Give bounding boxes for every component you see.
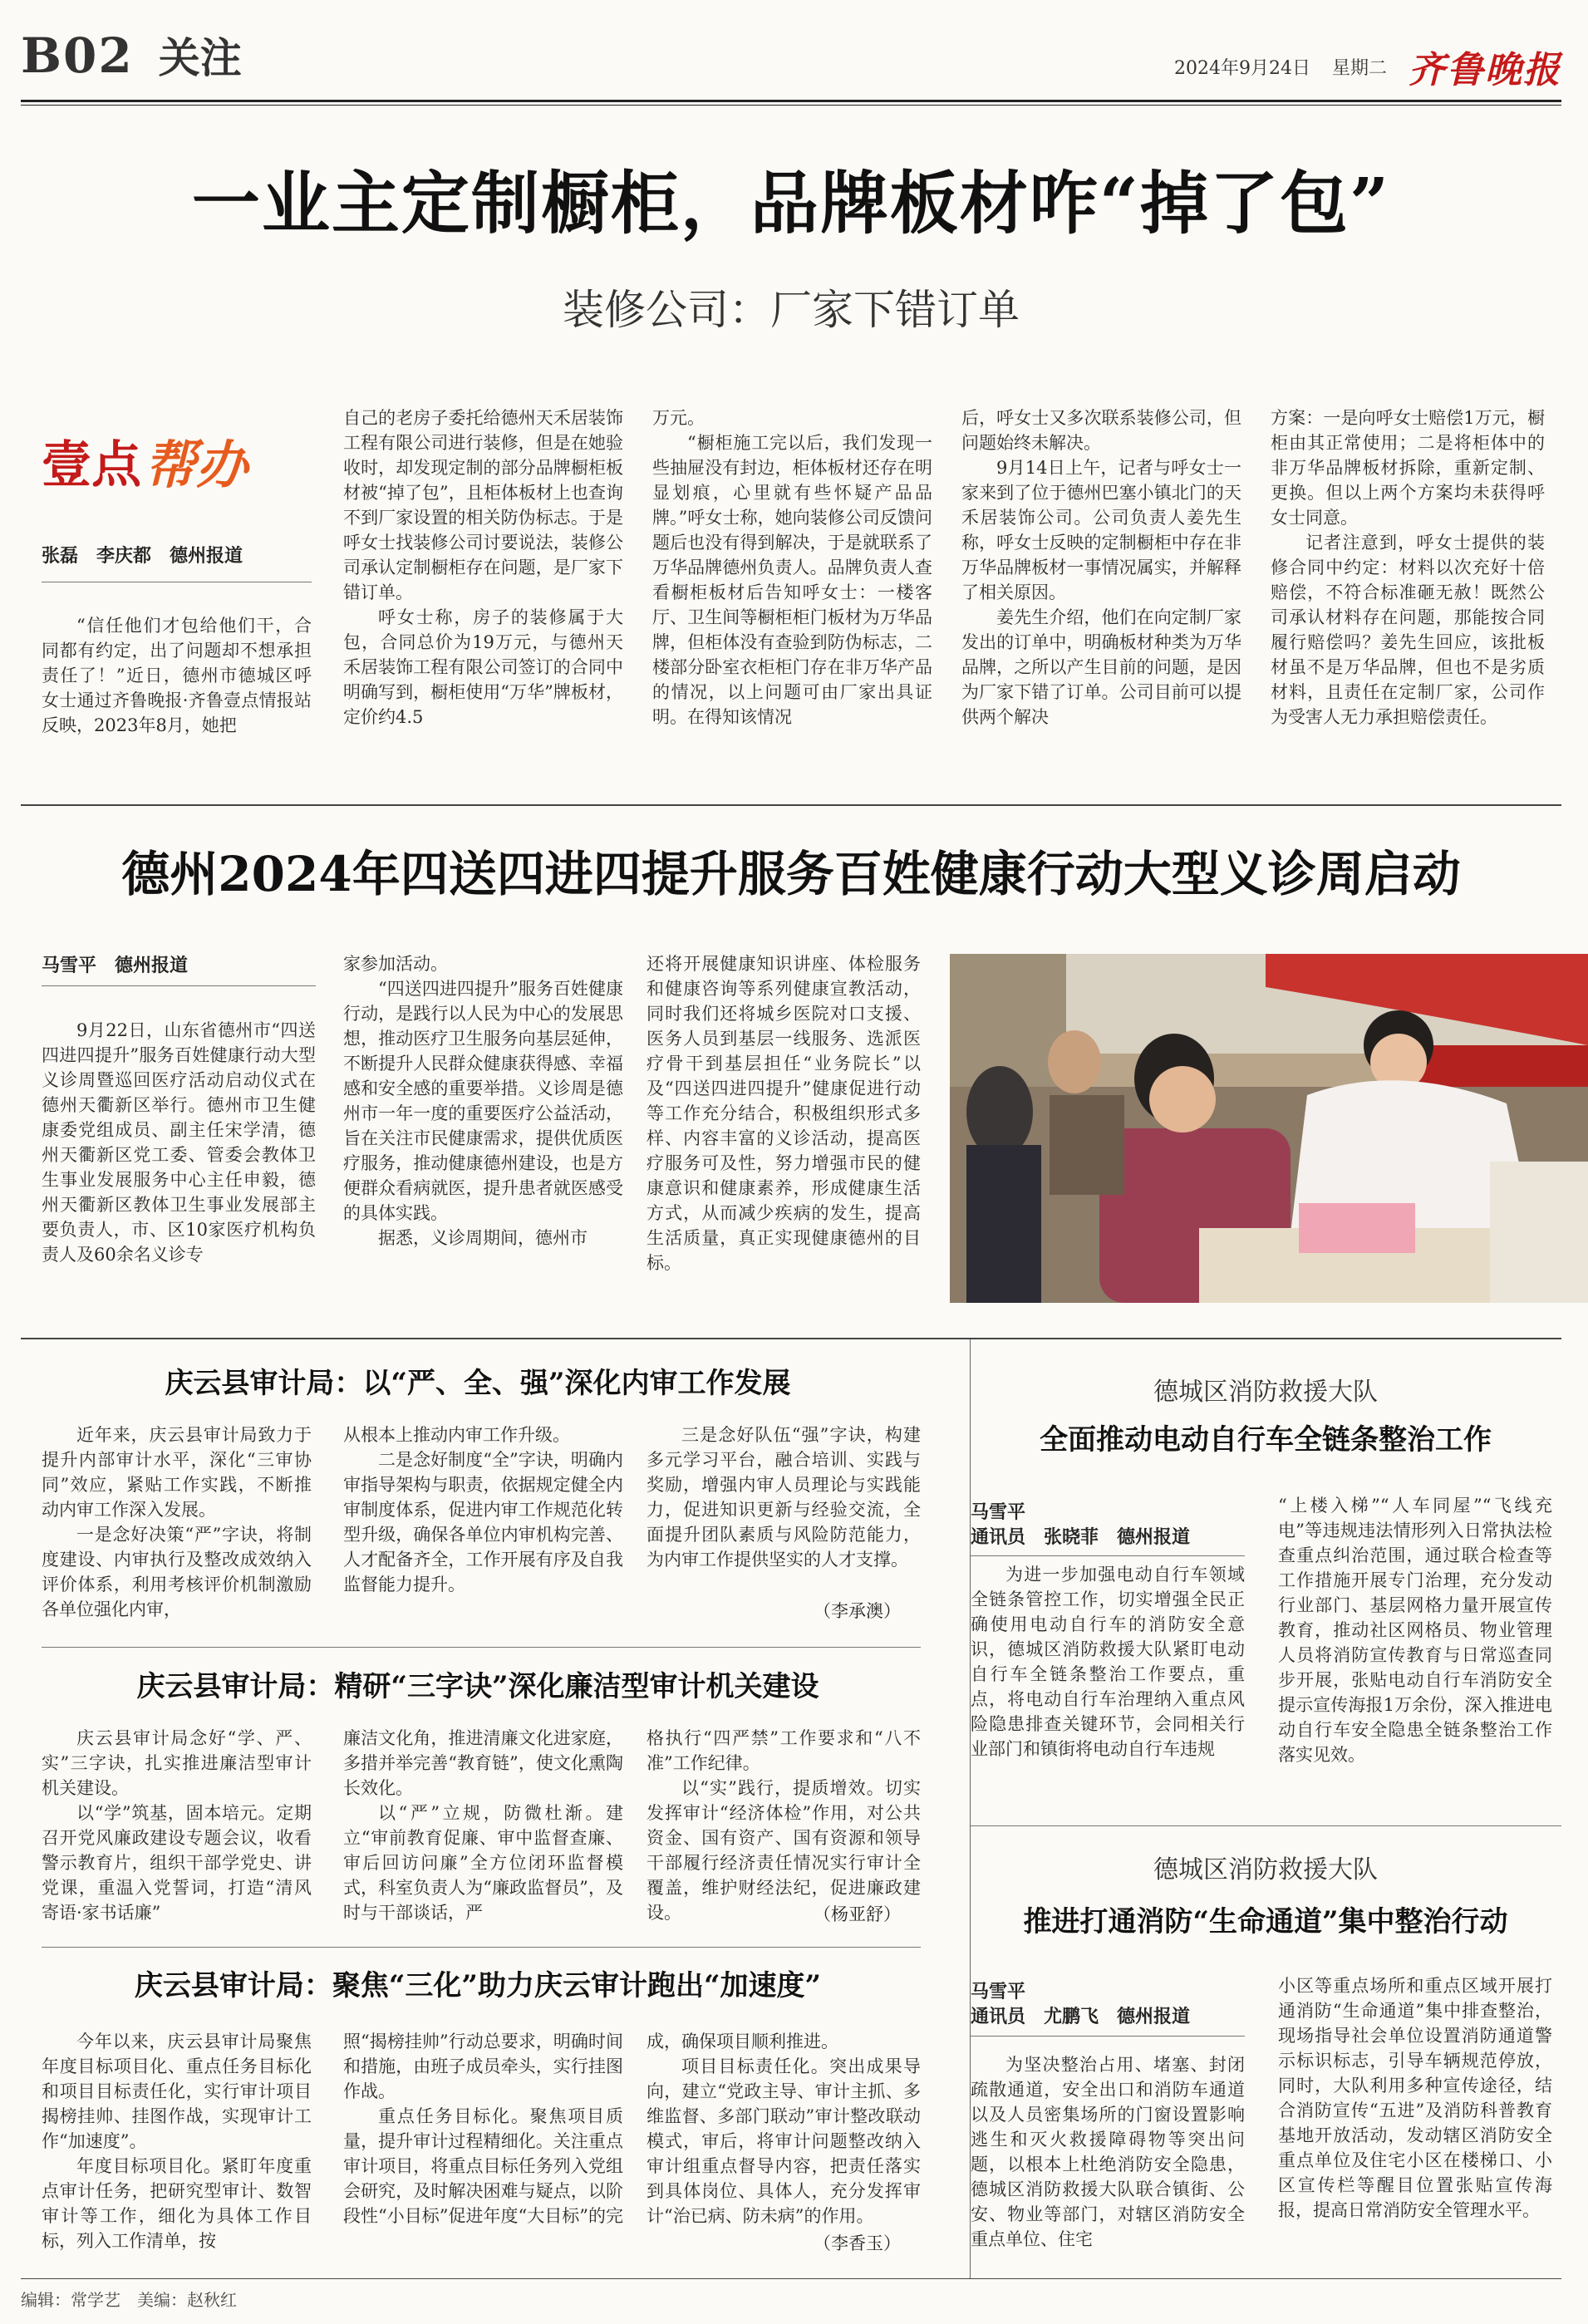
page-number: B02 xyxy=(21,27,134,84)
story2-byline: 马雪平 德州报道 xyxy=(42,955,189,976)
free-clinic-photo xyxy=(950,954,1588,1303)
story2-headline: 德州2024年四送四进四提升服务百姓健康行动大型义诊周启动 xyxy=(121,846,1461,902)
story6-byline-2: 通讯员 张晓菲 德州报道 xyxy=(971,1526,1191,1548)
story3-col2: 从根本上推动内审工作升级。 二是念好制度“全”字诀，明确内审指导架构与职责，依据规定健全内审制度体系，促进内审工作规范化转型升级，确保各单位内审机构完善、人才配备齐全，工作开展有序及自我监督能力提升。 xyxy=(343,1425,623,1594)
newspaper-logo: 齐鲁晚报 xyxy=(1409,49,1561,91)
story1-byline: 张磊 李庆都 德州报道 xyxy=(42,545,243,567)
story5-col2: 照“揭榜挂帅”行动总要求，明确时间和措施，由班子成员牵头，实行挂图作战。 重点任务目标化。聚焦项目质量，提升审计过程精细化。关注重点审计项目，将重点目标任务列入党组会研究，及时解决困难与疑点，以阶段性“小目标”促进年度“大目标”的完 xyxy=(343,2032,623,2226)
story7-byline-2: 通讯员 尤鹏飞 德州报道 xyxy=(971,2006,1191,2027)
story-divider-3 xyxy=(42,1647,921,1648)
story6-col2: “上楼入梯”“人车同屋”“飞线充电”等违规违法情形列入日常执法检查重点纠治范围，通过联合检查等工作措施开展专门治理，充分发动行业部门、基层网格力量开展宣传教育，推动社区网格员、物业管理人员将消防宣传教育与日常巡查同步开展，张贴电动自行车消防安全提示宣传海报1万余份，深入推进电动自行车安全隐患全链条整治工作落实见效。 xyxy=(1278,1496,1552,1765)
header-rule-thin xyxy=(21,105,1561,106)
story6-headline: 全面推动电动自行车全链条整治工作 xyxy=(1040,1423,1492,1457)
story4-headline: 庆云县审计局：精研“三字诀”深化廉洁型审计机关建设 xyxy=(136,1670,819,1703)
story1-headline: 一业主定制橱柜，品牌板材咋“掉了包” xyxy=(191,164,1391,243)
story2-col2: 家参加活动。 “四送四进四提升”服务百姓健康行动，是践行以人民为中心的发展思想，推动医疗卫生服务向基层延伸，不断提升人民群众健康获得感、幸福感和安全感的重要举措。义诊周是德州市一年一度的重要医疗公益活动，旨在关注市民健康需求，提供优质医疗服务，推动健康德州建设，也是方便群众看病就医，提升患者就医感受的具体实践。 据悉，义诊周期间，德州市 xyxy=(343,954,623,1248)
story1-col5: 方案：一是向呼女士赔偿1万元，橱柜由其正常使用；二是将柜体中的非万华品牌板材拆除，重新定制、更换。但以上两个方案均未获得呼女士同意。 记者注意到，呼女士提供的装修合同中约定：材料以次充好十倍赔偿，不符合标准砸无赦！既然公司承认材料存在问题，那能按合同履行赔偿吗？姜先生回应，该批板材虽不是万华品牌，但也不是劣质材料，且责任在定制厂家，公司作为受害人无力承担赔偿责任。 xyxy=(1271,408,1545,727)
header-rule xyxy=(21,100,1561,102)
editor-credits: 编辑：常学艺 美编：赵秋红 xyxy=(21,2290,237,2310)
story6-col1: 为进一步加强电动自行车领域全链条管控工作，切实增强全民正确使用电动自行车的消防安全意识，德城区消防救援大队紧盯电动自行车全链条整治工作要点，重点，将电动自行车治理纳入重点风险隐患排查关键环节，会同相关行业部门和镇街将电动自行车违规 xyxy=(971,1565,1245,1759)
story1-subheadline: 装修公司：厂家下错订单 xyxy=(563,286,1020,334)
yidian-bangban-logo xyxy=(42,424,248,498)
story3-col1: 近年来，庆云县审计局致力于提升内部审计水平，深化“三审协同”效应，紧贴工作实践，不断推动内审工作深入发展。 一是念好决策“严”字诀，将制度建设、内审执行及整改成效纳入评价体系，利用考核评价机制激励各单位强化内审， xyxy=(42,1425,312,1619)
story1-col2: 自己的老房子委托给德州天禾居装饰工程有限公司进行装修，但是在她验收时，却发现定制的部分品牌橱柜板材被“掉了包”，且柜体板材上也查询不到厂家设置的相关防伪标志。于是呼女士找装修公司讨要说法，装修公司承认定制橱柜存在问题，是厂家下错订单。 呼女士称，房子的装修属于大包，合同总价为19万元，与德州天禾居装饰工程有限公司签订的合同中明确写到，橱柜使用“万华”牌板材，定价约4.5 xyxy=(343,408,623,727)
story7-col2: 小区等重点场所和重点区域开展打通消防“生命通道”集中排查整治，现场指导社会单位设置消防通道警示标识标志，引导车辆规范停放，同时，大队利用多种宣传途径，结合消防宣传“五进”及消防科普教育基地开放活动，发动辖区消防安全重点单位及住宅小区在楼梯口、小区宣传栏等醒目位置张贴宣传海报，提高日常消防安全管理水平。 xyxy=(1278,1976,1552,2220)
byline-rule-6 xyxy=(971,1555,1245,1556)
issue-date: 2024年9月24日 xyxy=(1174,57,1310,79)
story4-col1: 庆云县审计局念好“学、严、实”三字诀，扎实推进廉洁型审计机关建设。 以“学”筑基，固本培元。定期召开党风廉政建设专题会议，收看警示教育片，组织干部学党史、讲党课，重温入党誓词，打造“清风寄语·家书话廉” xyxy=(42,1728,312,1923)
story6-byline-1: 马雪平 xyxy=(971,1501,1026,1523)
story5-col1: 今年以来，庆云县审计局聚焦年度目标项目化、重点任务目标化和项目目标责任化，实行审计项目揭榜挂帅、挂图作战，实现审计工作“加速度”。 年度目标项目化。紧盯年度重点审计任务，把研究型审计、数智审计等工作，细化为具体工作目标，列入工作清单，按 xyxy=(42,2032,312,2251)
section-divider-2 xyxy=(21,1338,1561,1339)
story1-col4: 后，呼女士又多次联系装修公司，但问题始终未解决。 9月14日上午，记者与呼女士一家来到了位于德州巴塞小镇北门的天禾居装饰公司。公司负责人姜先生称，呼女士反映的定制橱柜中存在非万华品牌板材一事情况属实，并解释了相关原因。 姜先生介绍，他们在向定制厂家发出的订单中，明确板材种类为万华品牌，之所以产生目前的问题，是因为厂家下错了订单。公司目前可以提供两个解决 xyxy=(961,408,1241,727)
story4-col2: 廉洁文化角，推进清廉文化进家庭，多措并举完善“教育链”，使文化熏陶长效化。 以“严”立规，防微杜渐。建立“审前教育促廉、审中监督查廉、审后回访问廉”全方位闭环监督模式，科室负责人为“廉政监督员”，及时与干部谈话，严 xyxy=(343,1728,623,1923)
section-name: 关注 xyxy=(158,33,242,82)
issue-weekday: 星期二 xyxy=(1331,57,1387,79)
section-divider xyxy=(21,804,1561,806)
story-divider-4 xyxy=(42,1947,921,1948)
story5-signature: （李香玉） xyxy=(814,2233,901,2253)
page-header-left xyxy=(21,25,242,85)
story7-headline: 推进打通消防“生命通道”集中整治行动 xyxy=(1023,1905,1508,1938)
byline-rule-2 xyxy=(42,985,316,986)
story1-col1: “信任他们才包给他们干，合同都有约定，出了问题却不想承担责任了！”近日，德州市德城区呼女士通过齐鲁晚报·齐鲁壹点情报站反映，2023年8月，她把 xyxy=(42,616,312,735)
story3-signature: （李承澳） xyxy=(814,1601,901,1621)
story4-col3: 格执行“四严禁”工作要求和“八不准”工作纪律。 以“实”践行，提质增效。切实发挥审计“经济体检”作用，对公共资金、国有资产、国有资源和领导干部履行经济责任情况实行审计全覆盖，维护财经法纪，促进廉政建设。 xyxy=(647,1728,921,1923)
story2-col3: 还将开展健康知识讲座、体检服务和健康咨询等系列健康宣教活动，同时我们还将城乡医院对口支援、医务人员到基层一线服务、选派医疗骨干到基层担任“业务院长”以及“四送四进四提升”健康促进行动等工作充分结合，积极组织形式多样、内容丰富的义诊活动，提高医疗服务可及性，努力增强市民的健康意识和健康素养，形成健康生活方式，从而减少疾病的发生，提高生活质量，真正实现健康德州的目标。 xyxy=(647,954,921,1273)
story5-col3: 成，确保项目顺利推进。 项目目标责任化。突出成果导向，建立“党政主导、审计主抓、多维监督、多部门联动”审计整改联动模式，审后，将审计问题整改纳入审计组重点督导内容，把责任落实到具体岗位、具体人，充分发挥审计“治已病、防未病”的作用。 xyxy=(647,2032,921,2226)
story7-col1: 为坚决整治占用、堵塞、封闭疏散通道，安全出口和消防车通道以及人员密集场所的门窗设置影响逃生和灭火救援障碍物等突出问题，以根本上杜绝消防安全隐患，德城区消防救援大队联合镇街、公安、物业等部门，对辖区消防安全重点单位、住宅 xyxy=(971,2055,1245,2249)
logo-text-a: 壹点 xyxy=(42,435,141,494)
story-divider-6 xyxy=(971,1825,1561,1826)
story4-signature: （杨亚舒） xyxy=(814,1904,901,1924)
byline-rule-7 xyxy=(971,2036,1245,2037)
story3-headline: 庆云县审计局：以“严、全、强”深化内审工作发展 xyxy=(165,1367,791,1400)
logo-text-b: 帮办 xyxy=(145,435,248,495)
page-header-right xyxy=(1174,40,1561,93)
story2-col1: 9月22日，山东省德州市“四送四进四提升”服务百姓健康行动大型义诊周暨巡回医疗活动启动仪式在德州天衢新区举行。德州市卫生健康委党组成员、副主任宋学清，德州天衢新区党工委、管委会教体卫生事业发展服务中心主任申毅，德州天衢新区教体卫生事业发展部主要负责人，市、区10家医疗机构负责人及60余名义诊专 xyxy=(42,1020,316,1265)
footer-rule xyxy=(21,2278,1561,2279)
story6-kicker: 德城区消防救援大队 xyxy=(1153,1378,1378,1407)
story7-kicker: 德城区消防救援大队 xyxy=(1153,1855,1378,1884)
story1-col3: 万元。 “橱柜施工完以后，我们发现一些抽屉没有封边，柜体板材还存在明显划痕，心里就有些怀疑产品品牌。”呼女士称，她向装修公司反馈问题后也没有得到解决，于是就联系了万华品牌德州负责人。品牌负责人查看橱柜板材后告知呼女士：一楼客厅、卫生间等橱柜柜门板材为万华品牌，但柜体没有查验到防伪标志，二楼部分卧室衣柜柜门存在非万华产品的情况，以上问题可由厂家出具证明。在得知该情况 xyxy=(652,408,932,727)
story3-col3: 三是念好队伍“强”字诀，构建多元学习平台，融合培训、实践与奖励，增强内审人员理论与实践能力，促进知识更新与经验交流，全面提升团队素质与风险防范能力，为内审工作提供坚实的人才支撑。 xyxy=(647,1425,921,1570)
story5-headline: 庆云县审计局：聚焦“三化”助力庆云审计跑出“加速度” xyxy=(134,1969,822,2002)
story7-byline-1: 马雪平 xyxy=(971,1981,1026,2002)
